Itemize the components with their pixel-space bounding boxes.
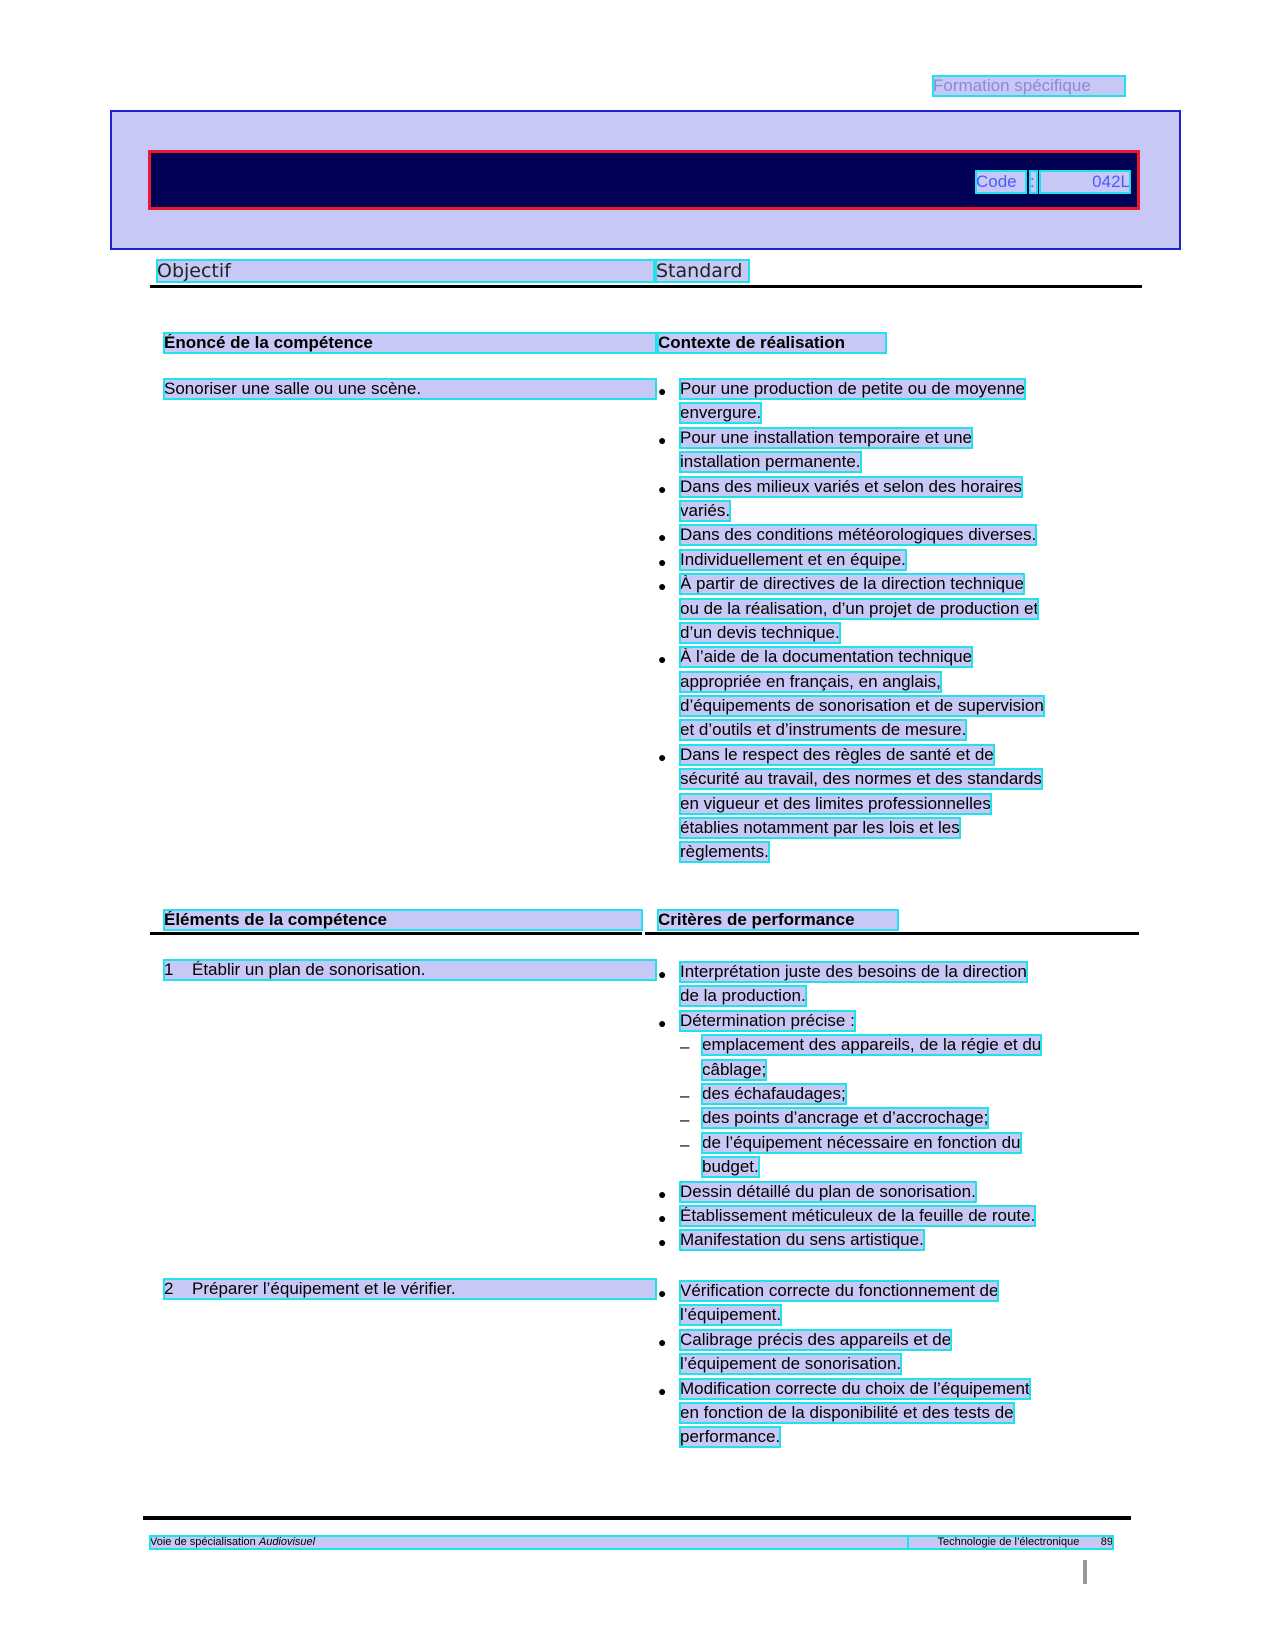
elements-heading: Éléments de la compétence [164, 910, 642, 930]
list-item-line: Interprétation juste des besoins de la direction [680, 962, 1027, 981]
list-item-line: Dans des conditions météorologiques diverses. [680, 525, 1037, 545]
list-item-line: en vigueur et des limites professionnelles [680, 793, 991, 813]
list-item-line: À l’aide de la documentation technique [680, 647, 973, 667]
page-number: 89 [1100, 1536, 1113, 1548]
list-item [658, 574, 1128, 643]
list-item [658, 1379, 1128, 1448]
bullet-icon: ● [658, 1333, 667, 1350]
list-item-line: Détermination précise : [680, 1010, 855, 1030]
footer-program-prefix: Voie de spécialisation [150, 1536, 259, 1548]
code-value: 042L [1040, 171, 1130, 193]
column-heading-objectif: Objectif [157, 260, 654, 282]
element-title-text: Établir un plan de sonorisation. [192, 960, 426, 979]
criteria-heading: Critères de performance [658, 910, 898, 930]
list-item-line: variés. [680, 500, 731, 520]
list-item-line: Pour une installation temporaire et une [680, 427, 973, 447]
criteria-rule [645, 932, 1139, 935]
column-heading-standard: Standard [656, 260, 749, 282]
code-separator: : [1030, 171, 1037, 193]
list-item-line: l’équipement. [680, 1305, 782, 1325]
list-item-line: appropriée en français, en anglais, [680, 671, 941, 691]
criteria-list-1 [658, 962, 1128, 1255]
sub-list-item [680, 1035, 1128, 1079]
dash-icon: – [680, 1085, 690, 1105]
list-item-line: Dans le respect des règles de santé et de [680, 744, 994, 764]
sub-list [680, 1035, 1128, 1177]
criteria-list-2 [658, 1281, 1128, 1452]
sub-list-item [680, 1133, 1128, 1177]
bullet-icon: ● [658, 383, 667, 399]
footer-program-name: Audiovisuel [258, 1536, 316, 1548]
sub-list-item [680, 1108, 1128, 1128]
dash-icon: – [680, 1037, 690, 1057]
list-item [658, 379, 1128, 423]
category-label: Formation spécifique [933, 76, 1125, 96]
list-item-line: règlements. [680, 842, 769, 862]
sub-list-item [680, 1084, 1128, 1104]
bullet-icon: ● [658, 1185, 667, 1202]
bullet-icon: ● [658, 529, 667, 546]
list-item [658, 428, 1128, 472]
bullet-icon: ● [658, 578, 667, 595]
footer-page-info [908, 1536, 1113, 1549]
list-item [658, 525, 1128, 545]
element-1-title [164, 960, 656, 980]
dash-icon: – [680, 1134, 690, 1154]
list-item [658, 477, 1128, 521]
bullet-icon: ● [658, 1209, 667, 1226]
list-item-line: câblage; [702, 1059, 767, 1079]
competence-heading: Énoncé de la compétence [164, 333, 656, 353]
bullet-icon: ● [658, 966, 667, 982]
bullet-icon: ● [658, 480, 667, 497]
page-marker [1083, 1560, 1087, 1584]
code-label: Code [976, 171, 1026, 193]
list-item-line: en fonction de la disponibilité et des tests de [680, 1402, 1014, 1422]
element-number: 2 [164, 1279, 174, 1298]
list-item-line: emplacement des appareils, de la régie et du [702, 1035, 1042, 1055]
list-item-line: d’équipements de sonorisation et de supervision [680, 696, 1044, 716]
list-item-line: envergure. [680, 403, 762, 423]
list-item-line: Modification correcte du choix de l’équipement [680, 1378, 1030, 1398]
bullet-icon: ● [658, 651, 667, 668]
element-title-text: Préparer l’équipement et le vérifier. [192, 1279, 456, 1298]
bullet-icon: ● [658, 431, 667, 448]
context-heading: Contexte de réalisation [658, 333, 886, 353]
list-item-line: Pour une production de petite ou de moyenne [680, 379, 1025, 398]
list-item-line: Individuellement et en équipe. [680, 549, 906, 569]
list-item-line: Dessin détaillé du plan de sonorisation. [680, 1181, 976, 1201]
list-item [658, 1011, 1128, 1177]
list-item [658, 1206, 1128, 1226]
list-item-line: performance. [680, 1427, 781, 1447]
list-item [658, 647, 1128, 740]
list-item-line: sécurité au travail, des normes et des standards [680, 769, 1042, 789]
list-item [658, 745, 1128, 863]
list-item [658, 1182, 1128, 1202]
elements-rule [150, 932, 642, 935]
list-item-line: Vérification correcte du fonctionnement de [680, 1281, 999, 1300]
footer-program-title: Technologie de l’électronique [937, 1536, 1080, 1548]
list-item-line: Manifestation du sens artistique. [680, 1230, 924, 1250]
list-item-line: et d’outils et d’instruments de mesure. [680, 720, 967, 740]
list-item-line: de l’équipement nécessaire en fonction du [702, 1132, 1021, 1152]
list-item-line: des échafaudages; [702, 1083, 846, 1103]
competence-statement: Sonoriser une salle ou une scène. [164, 379, 656, 399]
context-list [658, 379, 1128, 867]
list-item-line: établies notamment par les lois et les [680, 818, 960, 838]
list-item-line: installation permanente. [680, 452, 861, 472]
list-item-line: budget. [702, 1157, 759, 1177]
bullet-icon: ● [658, 553, 667, 570]
list-item [658, 1281, 1128, 1325]
list-item-line: À partir de directives de la direction technique [680, 574, 1024, 594]
element-2-title [164, 1279, 656, 1299]
bullet-icon: ● [658, 1014, 667, 1031]
list-item [658, 550, 1128, 570]
list-item-line: de la production. [680, 986, 806, 1006]
list-item-line: l’équipement de sonorisation. [680, 1354, 902, 1374]
column-heading-rule [150, 285, 1142, 288]
list-item-line: Dans des milieux variés et selon des horaires [680, 476, 1023, 496]
list-item-line: des points d’ancrage et d’accrochage; [702, 1108, 989, 1128]
bullet-icon: ● [658, 748, 667, 765]
list-item [658, 962, 1128, 1006]
bullet-icon: ● [658, 1285, 667, 1301]
list-item [658, 1230, 1128, 1250]
element-number: 1 [164, 960, 174, 979]
dash-icon: – [680, 1110, 690, 1130]
footer-program [150, 1536, 912, 1549]
list-item-line: Établissement méticuleux de la feuille de route. [680, 1205, 1036, 1225]
list-item-line: ou de la réalisation, d’un projet de production et [680, 598, 1039, 618]
bullet-icon: ● [658, 1382, 667, 1399]
list-item [658, 1330, 1128, 1374]
list-item-line: d’un devis technique. [680, 622, 840, 642]
footer-rule [143, 1516, 1131, 1520]
bullet-icon: ● [658, 1234, 667, 1251]
list-item-line: Calibrage précis des appareils et de [680, 1329, 952, 1349]
